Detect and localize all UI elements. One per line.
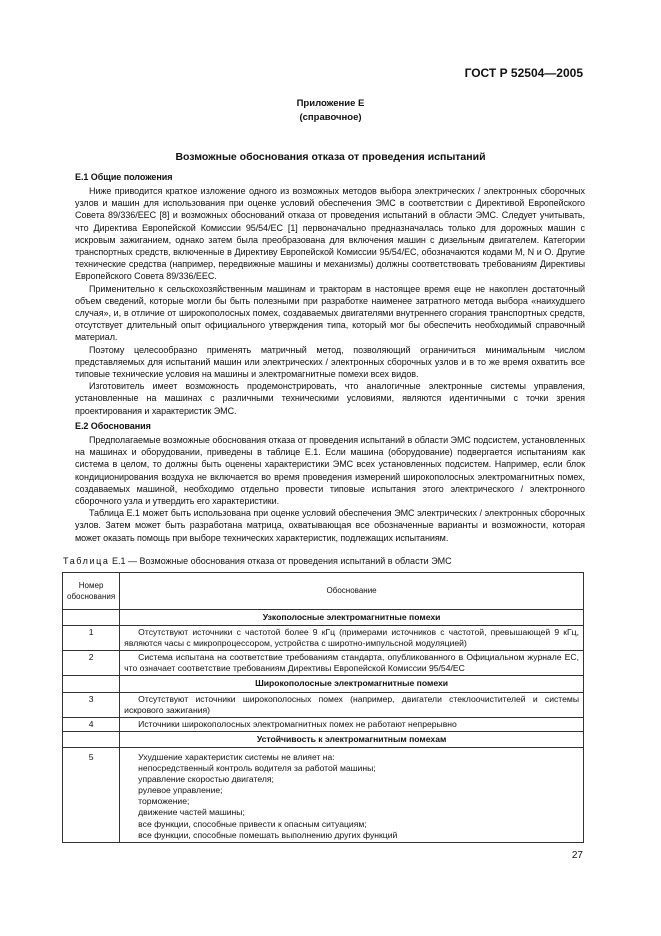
document-title: Возможные обоснования отказа от проведения испытаний [175,151,486,163]
row-number: 5 [63,747,120,842]
page-number: 27 [571,850,583,861]
group-heading: Узкополосные электромагнитные помехи [120,610,584,626]
row-number: 3 [63,692,120,717]
table-row [63,651,584,676]
list-item: все функции, способные помешать выполнению других функций [138,829,398,840]
row-text [120,747,584,842]
group-heading: Широкополосные электромагнитные помехи [120,676,584,692]
list-intro: Ухудшение характеристик системы не влияет на: [138,751,335,762]
paragraph: Изготовитель имеет возможность продемонстрировать, что аналогичные электронные системы управления, установленные на машинах с различными техническими условиями, являются идентичными с точки зрения проектирования и характеристик ЭМС. [75,381,585,416]
section-heading: Е.2 Обоснования [75,421,151,431]
section-heading: Е.1 Общие положения [75,172,173,182]
table-group-row [63,731,584,747]
row-text: Отсутствуют источники с частотой более 9 кГц (примерами источников с частотой, превышающей 9 кГц, являются часы с микропроцессором, устройства с широтно-импульсной модуляцией) [120,626,584,651]
paragraph: Ниже приводится краткое изложение одного из возможных методов выбора электрических / электронных сборочных узлов и машин для использования при оценке условий обеспечения ЭМС в соответствии с Директивой Европейского Совета 89/336/ЕЕС [8] и возможных обоснований отказа от проведения испытаний в области ЭМС. Следует учитывать, что Директива Европейской Комиссии 95/54/ЕС [1] первоначально предназначалась только для дорожных машин с искровым зажиганием, однако затем была преобразована для включения машин с дизельным двигателем. Категории транспортных средств, включенные в Директиву Европейской Комиссии 95/54/ЕС, обозначаются кодами М, N и О. Другие технические средства (например, передвижные машины и механизмы) должны соответствовать требованиям Директивы Европейского Совета 89/336/ЕЕС. [75,186,585,282]
list-item: все функции, способные привести к опасным ситуациям; [138,818,367,829]
table-header-row [63,573,584,610]
table-caption-prefix: Таблица [63,556,110,566]
group-heading: Устойчивость к электромагнитным помехам [120,731,584,747]
row-number: 2 [63,651,120,676]
appendix-label: Приложение Е [296,98,365,109]
row-text: Система испытана на соответствие требованиям стандарта, опубликованного в Официальном журнале ЕС, что означает соответствие требованиям Директивы Европейской Комиссии 95/54/ЕС [120,651,584,676]
row-text: Отсутствуют источники широкополосных помех (например, двигатели стеклоочистителей и системы искрового зажигания) [120,692,584,717]
list-item: рулевое управление; [138,785,223,796]
section-general [75,171,585,417]
column-header-justification: Обоснование [120,573,584,610]
row-number: 4 [63,717,120,731]
justifications-table [62,572,584,843]
table-caption-text: Е.1 — Возможные обоснования отказа от проведения испытаний в области ЭМС [112,556,452,566]
paragraph: Предполагаемые возможные обоснования отказа от проведения испытаний в области ЭМС подсистем, установленных на машинах и оборудовании, приведены в таблице Е.1. Если машина (оборудование) подвергается испытаниям как система в целом, то должны быть оценены характеристики ЭМС всех установленных подсистем. Например, если блок кондиционирования воздуха не включается во время проведения измерений широкополосных электромагнитных помех, создаваемых машиной, необходимо отдельно провести типовые испытания этого электрического / электронного сборочного узла и утвердить его характеристики. [75,435,585,507]
section-justifications [75,420,585,544]
list-item: торможение; [138,796,190,807]
appendix-header [0,97,661,125]
table-row [63,626,584,651]
column-header-number: Номер обоснования [63,573,120,610]
row-text: Источники широкополосных электромагнитных помех не работают непрерывно [120,717,584,731]
table-caption [63,556,452,566]
paragraph: Поэтому целесообразно применять матричный метод, позволяющий ограничиться минимальным числом представляемых для испытаний машин или электрических / электронных сборочных узлов и в то же время охватить все типовые технические условия на машины и электромагнитные помехи всех видов. [75,344,585,380]
table-group-row [63,676,584,692]
list-item: движение частей машины; [138,807,245,818]
table-row [63,692,584,717]
paragraph: Применительно к сельскохозяйственным машинам и тракторам в настоящее время еще не накоплен достаточный объем сведений, которые могли бы быть полезными при разработке наименее затратного метода выбора «наихудшего случая», и, в отличие от широкополосных помех, создаваемых двигателями внутреннего сгорания транспортных средств, отсутствует длительный опыт официального утверждения типа, который мог бы обеспечить необходимый справочный материал. [75,283,585,343]
row-number: 1 [63,626,120,651]
table-group-row [63,610,584,626]
appendix-note: (справочное) [299,112,362,123]
standard-number: ГОСТ Р 52504—2005 [464,66,583,80]
paragraph: Таблица Е.1 может быть использована при оценке условий обеспечения ЭМС электрических / электронных сборочных узлов. Затем может быть разработана матрица, охватывающая все обозначенные варианты и возможности, которая может оказать помощь при выборе технических характеристик, подлежащих испытаниям. [75,508,585,543]
table-row [63,717,584,731]
table-row [63,747,584,842]
list-item: управление скоростью двигателя; [138,774,274,785]
list-item: непосредственный контроль водителя за работой машины; [138,763,376,774]
